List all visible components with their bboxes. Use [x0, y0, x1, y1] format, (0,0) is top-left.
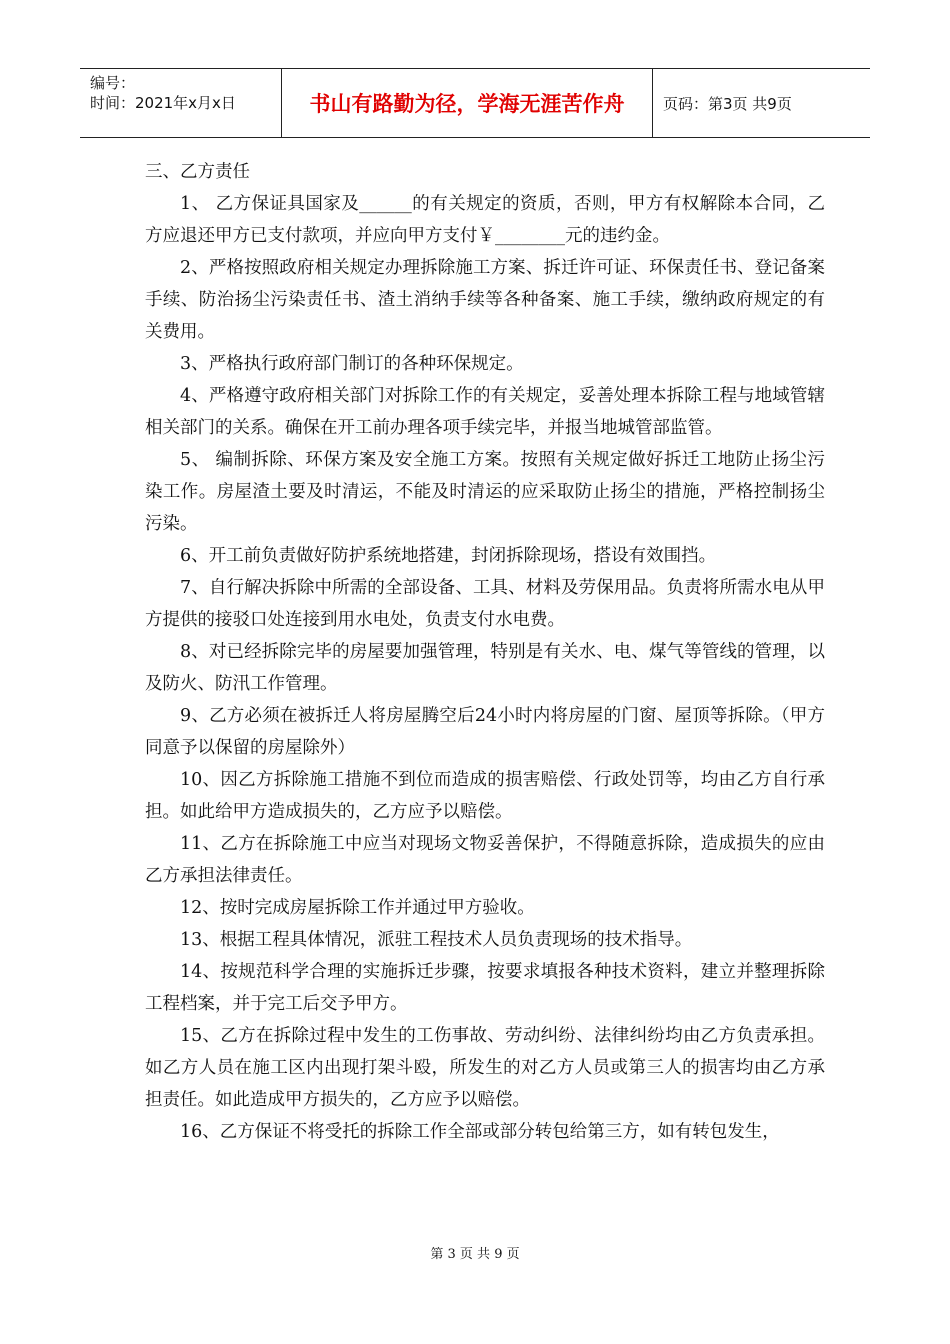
clause-paragraph: 15、乙方在拆除过程中发生的工伤事故、劳动纠纷、法律纠纷均由乙方负责承担。如乙方人员在施工区内出现打架斗殴，所发生的对乙方人员或第三人的损害均由乙方承担责任。如此造成甲方损失的，乙方应予以赔偿。: [145, 1026, 825, 1110]
clause-paragraph: 5、 编制拆除、环保方案及安全施工方案。按照有关规定做好拆迁工地防止扬尘污染工作。房屋渣土要及时清运，不能及时清运的应采取防止扬尘的措施，严格控制扬尘污染。: [145, 450, 825, 534]
number-label: 编号：: [90, 74, 136, 92]
clause-paragraph: 11、乙方在拆除施工中应当对现场文物妥善保护，不得随意拆除，造成损失的应由乙方承担法律责任。: [145, 834, 825, 886]
page-footer: 第 3 页 共 9 页: [430, 1247, 520, 1262]
clause-paragraph: 4、严格遵守政府相关部门对拆除工作的有关规定，妥善处理本拆除工程与地域管辖相关部门的关系。确保在开工前办理各项手续完毕，并报当地城管部监管。: [145, 386, 825, 438]
clause-paragraph: 14、按规范科学合理的实施拆迁步骤，按要求填报各种技术资料，建立并整理拆除工程档案，并于完工后交予甲方。: [145, 962, 825, 1014]
header-motto: 书山有路勤为径，学海无涯苦作舟: [281, 69, 653, 137]
clause-paragraph: 6、开工前负责做好防护系统地搭建，封闭拆除现场，搭设有效围挡。: [180, 546, 717, 566]
clause-paragraph: 8、对已经拆除完毕的房屋要加强管理，特别是有关水、电、煤气等管线的管理，以及防火、防汛工作管理。: [145, 642, 825, 694]
clause-paragraph: 2、严格按照政府相关规定办理拆除施工方案、拆迁许可证、环保责任书、登记备案手续、防治扬尘污染责任书、渣土消纳手续等各种备案、施工手续，缴纳政府规定的有关费用。: [145, 258, 825, 342]
clause-paragraph: 13、根据工程具体情况，派驻工程技术人员负责现场的技术指导。: [180, 930, 693, 950]
clause-paragraph: 3、严格执行政府部门制订的各种环保规定。: [180, 354, 524, 374]
section-title: 三、乙方责任: [145, 162, 250, 182]
header-page-code: 页码：第3页 共9页: [663, 94, 792, 113]
clause-paragraph: 1、 乙方保证具国家及______的有关规定的资质，否则，甲方有权解除本合同，乙方应退还甲方已支付款项，并应向甲方支付￥________元的违约金。: [145, 194, 825, 246]
header-meta: [80, 69, 281, 137]
clause-paragraph: 16、乙方保证不将受托的拆除工作全部或部分转包给第三方，如有转包发生，: [180, 1122, 780, 1142]
clause-paragraph: 10、因乙方拆除施工措施不到位而造成的损害赔偿、行政处罚等，均由乙方自行承担。如此给甲方造成损失的，乙方应予以赔偿。: [145, 770, 825, 822]
time-label: 时间：2021年x月x日: [90, 94, 236, 112]
clause-paragraph: 7、自行解决拆除中所需的全部设备、工具、材料及劳保用品。负责将所需水电从甲方提供的接驳口处连接到用水电处，负责支付水电费。: [145, 578, 825, 630]
page-header: [80, 68, 870, 138]
clause-paragraph: 12、按时完成房屋拆除工作并通过甲方验收。: [180, 898, 535, 918]
paragraph-list: [145, 188, 825, 1148]
clause-paragraph: 9、乙方必须在被拆迁人将房屋腾空后24小时内将房屋的门窗、屋顶等拆除。（甲方同意予以保留的房屋除外）: [145, 706, 825, 758]
document-body: [145, 156, 825, 1148]
